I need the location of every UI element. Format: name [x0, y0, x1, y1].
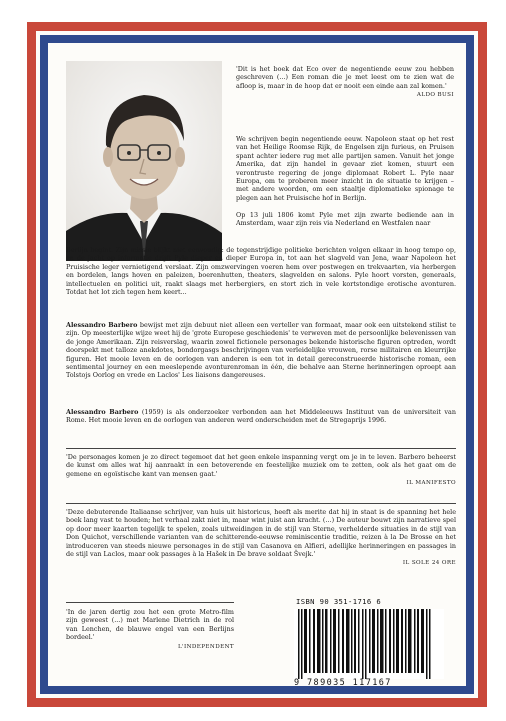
cover-content	[56, 53, 458, 688]
quote-text: 'De personages komen je zo direct tegemoet dat het geen enkele inspanning vergt om je in te leven. Barbero beheerst de kunst om alles wat hij aanraakt in een betoverende en feestelijke muziek om te zetten, ook als het gaat om de gemene en egoïstische kant van mensen gaat.'	[66, 453, 456, 478]
paragraph-text: Berlijn begint. Zijn missie blijkt niet eenvoudig: de tegenstrijdige politieke berichten volgen elkaar in hoog tempo op, en de jacht op informatie drijft Pyle dieper en dieper Europa in, tot aan het slagveld van Jena, waar Napoleon het Pruisische leger vernietigend verslaat. Zijn omzwervingen voeren hem over postwegen en trekvaarten, via herbergen en bordelen, langs hoven en paleizen, boerenhutten, theaters, slagvelden en salons. Pyle hoort vorsten, generaals, intellectuelen en politici uit, raakt slaags met herbergiers, en stort zich in vele kortstondige erotische avonturen. Totdat het lot zich tegen hem keert...	[66, 246, 456, 297]
quote-source: ALDO BUSI	[416, 92, 454, 99]
quote-source: IL MANIFESTO	[406, 480, 456, 487]
author-name: Alessandro Barbero	[66, 408, 139, 416]
author-review-paragraph	[66, 321, 456, 380]
divider	[66, 448, 456, 449]
author-bio-paragraph	[66, 408, 456, 425]
divider	[66, 602, 234, 603]
quote-text: 'Dit is het boek dat Eco over de negentiende eeuw zou hebben geschreven (...) Een roman die je met leest om te zien wat de afloop is, maar in de hoop dat er nooit een einde aan zal komen.'	[236, 65, 454, 90]
paragraph-text: Op 13 juli 1806 komt Pyle met zijn zwarte bediende aan in Amsterdam, waar zijn reis via Nederland en Westfalen naar	[236, 211, 454, 228]
quote-il-sole-24-ore	[66, 508, 456, 568]
quote-source: IL SOLE 24 ORE	[402, 560, 456, 567]
author-portrait-icon	[66, 61, 222, 261]
barcode-digits: 9 789035 117167	[294, 678, 392, 688]
synopsis-paragraph-1	[236, 135, 454, 202]
quote-text: 'In de jaren dertig zou het een grote Metro-film zijn geweest (...) met Marlene Dietrich in de rol van Lenchen, de blauwe engel van een Berlijns bordeel.'	[66, 608, 234, 642]
book-back-cover	[27, 22, 487, 707]
divider	[66, 503, 456, 504]
quote-text: 'Deze debuterende Italiaanse schrijver, van huis uit historicus, heeft als merite dat hij in staat is de spanning het hele boek lang vast te houden; het verhaal zakt niet in, maar wint juist aan kracht. (...) De auteur bouwt zijn narratieve spel op door meer kaarten tegelijk te spelen, zoals uitweidingen in de stijl van Sterne, verhelderde situaties in de stijl van Don Quichot, verschillende varianten van de schitterende-eeuwse reminiscentie traditie, reizen à la De Brosse en het introduceren van steeds nieuwe personages in de stijl van Casanova en Alfieri, adellijke herinneringen en passages in de stijl van Laclos, maar ook passages à la Hašek in De brave soldaat Švejk.'	[66, 508, 456, 559]
synopsis-paragraph-2-start	[236, 211, 454, 228]
author-portrait-photo	[66, 61, 222, 261]
paragraph-text: (1959) is als onderzoeker verbonden aan het Middeleeuws Instituut van de universiteit van Rome. Het mooie leven en de oorlogen van anderen werd onderscheiden met de Stregaprijs 1996.	[66, 408, 457, 425]
author-name: Alessandro Barbero	[66, 321, 138, 329]
isbn-label: ISBN 90 351-1716 6	[296, 597, 382, 606]
synopsis-paragraph-2-continued	[66, 246, 456, 296]
paragraph-text: We schrijven begin negentiende eeuw. Napoleon staat op het rest van het Heilige Roomse Rijk, de Engelsen zijn furieus, en Pruisen spant achter iedere rug met alle partijen samen. Vanuit het jonge Amerika, dat zijn handel in gevaar ziet komen, stuurt een verontruste regering de jonge diplomaat Robert L. Pyle naar Europa, om te proberen meer inzicht in de situatie te krijgen – met andere woorden, om een staaltje diplomatieke spionage te plegen aan het Pruisische hof in Berlijn.	[236, 135, 454, 202]
quote-aldo-busi	[236, 65, 454, 100]
quote-l-independent	[66, 608, 234, 651]
paragraph-text: bewijst met zijn debuut niet alleen een verteller van formaat, maar ook een uitstekend stilist te zijn. Op meesterlijke wijze weet hij de 'grote Europese geschiedenis' te verweven met de persoonlijke belevenissen van de jonge Amerikaan. Zijn reisverslag, waarin zowel fictionele personages bekende historische figuren optreden, wordt doorspekt met talloze anekdotes, bondorgasgs beschrijvingen van verleidelijke vrouwen, rorse militairen en kleurrijke figuren. Het mooie leven en de oorlogen van anderen is een tot in detail gereconstrueerde historische roman, een sentimental journey en een meeslepende avonturenroman in één, die behalve aan Sterne herinneringen oproept aan Tolstojs Oorlog en vrede en Laclos' Les liaisons dangereuses.	[66, 321, 456, 380]
quote-il-manifesto	[66, 453, 456, 488]
quote-source: L'INDEPENDENT	[177, 643, 234, 650]
barcode-icon	[294, 609, 444, 679]
